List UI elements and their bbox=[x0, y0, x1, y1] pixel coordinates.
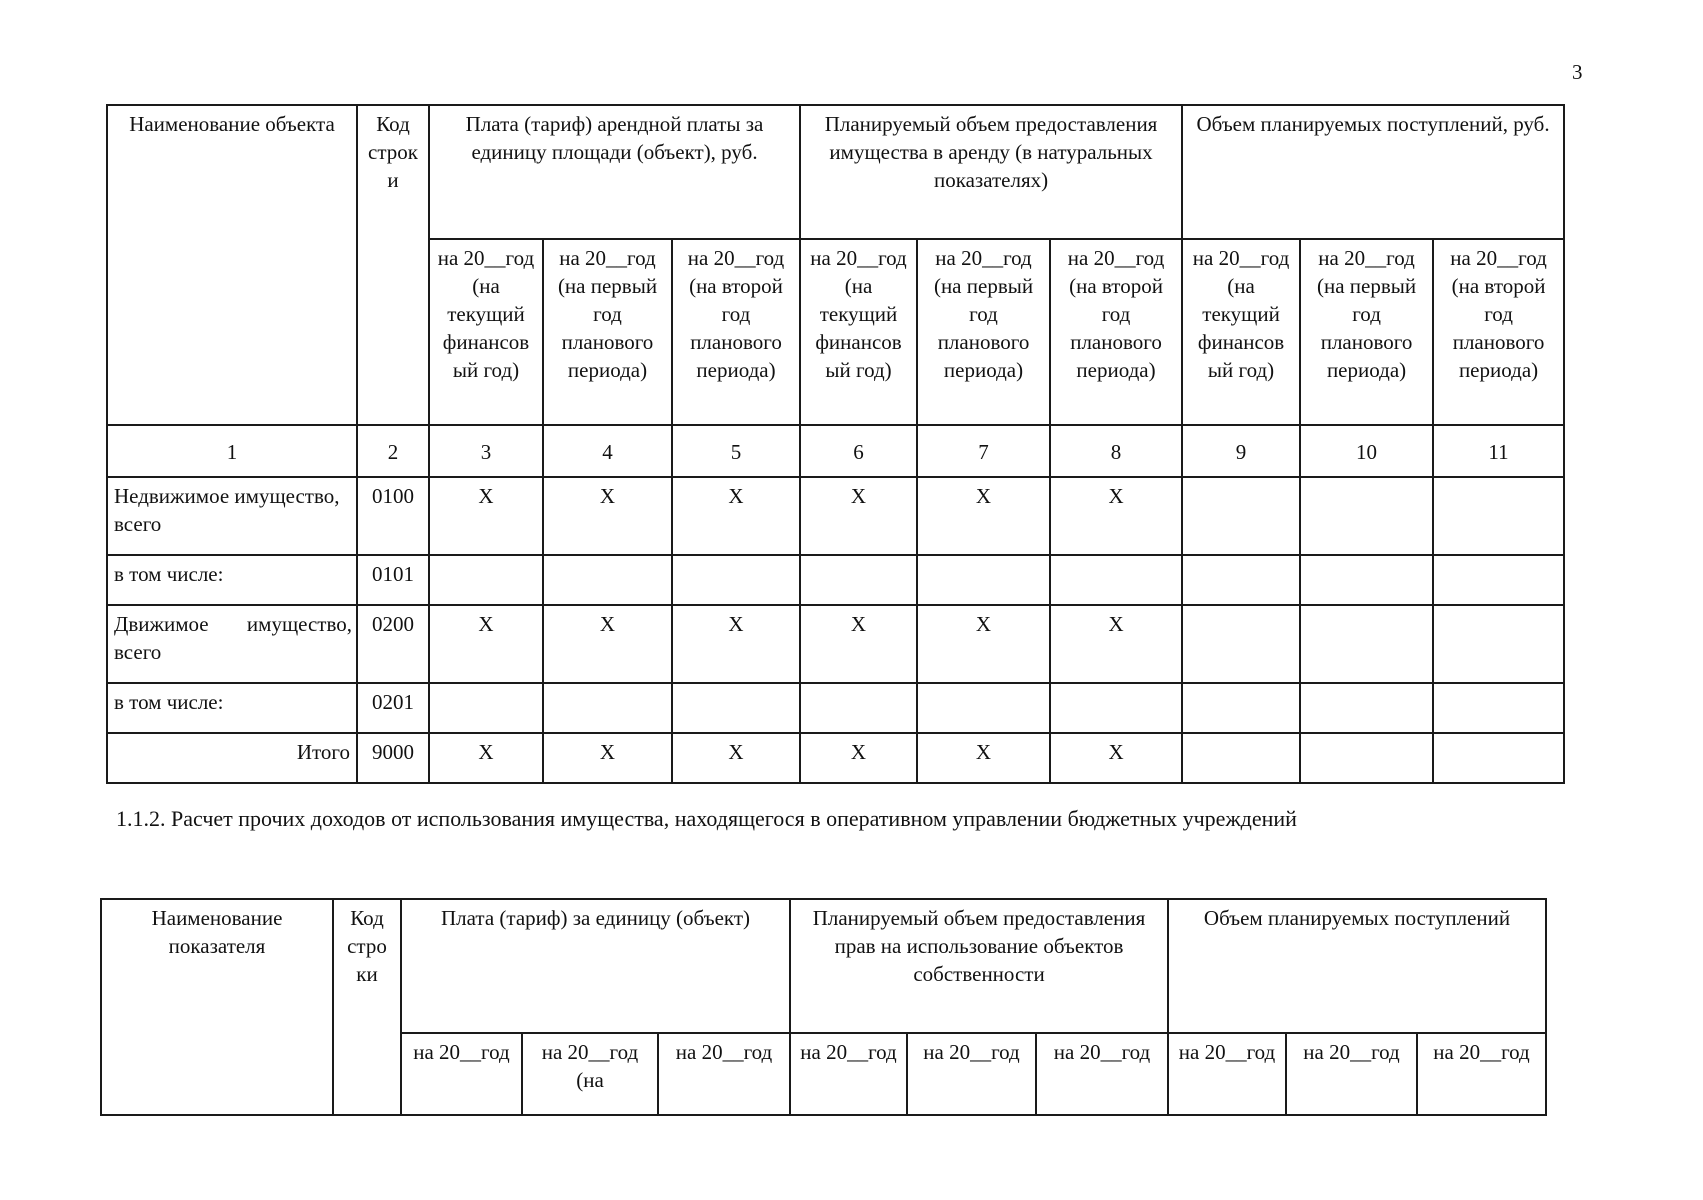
table-cell bbox=[1433, 683, 1564, 733]
column-number: 8 bbox=[1050, 425, 1182, 477]
column-number: 10 bbox=[1300, 425, 1433, 477]
row-code: 0201 bbox=[357, 683, 429, 733]
header-object-name: Наименование объекта bbox=[107, 105, 357, 425]
column-number: 9 bbox=[1182, 425, 1300, 477]
table-cell bbox=[672, 555, 800, 605]
column-number: 6 bbox=[800, 425, 917, 477]
table-cell: X bbox=[800, 477, 917, 555]
row-code: 0101 bbox=[357, 555, 429, 605]
subheader-cell: на 20__год (на bbox=[522, 1033, 658, 1115]
table-cell: X bbox=[800, 605, 917, 683]
subheader-cell: на 20__год (на второй год планового периода) bbox=[672, 239, 800, 425]
table-cell: X bbox=[800, 733, 917, 783]
table-cell: X bbox=[543, 733, 672, 783]
table-cell bbox=[1300, 555, 1433, 605]
table-cell bbox=[1300, 733, 1433, 783]
table-cell bbox=[543, 555, 672, 605]
header-unit-rate: Плата (тариф) за единицу (объект) bbox=[401, 899, 790, 1033]
header-planned-volume: Планируемый объем предоставления имущества в аренду (в натуральных показателях) bbox=[800, 105, 1182, 239]
table-cell bbox=[1182, 733, 1300, 783]
table-cell bbox=[1182, 683, 1300, 733]
table-cell bbox=[672, 683, 800, 733]
table-cell: X bbox=[543, 477, 672, 555]
subheader-cell: на 20__год bbox=[658, 1033, 790, 1115]
table-cell bbox=[429, 683, 543, 733]
subheader-cell: на 20__год bbox=[1168, 1033, 1286, 1115]
table-cell bbox=[1300, 605, 1433, 683]
table-cell: X bbox=[917, 477, 1050, 555]
table-cell bbox=[800, 555, 917, 605]
table-cell bbox=[1300, 477, 1433, 555]
table-row bbox=[107, 555, 1564, 605]
row-code: 0200 bbox=[357, 605, 429, 683]
row-name: Движимое имущество, всего bbox=[107, 605, 357, 683]
table-cell bbox=[543, 683, 672, 733]
subheader-cell: на 20__год (на текущий финансов ый год) bbox=[429, 239, 543, 425]
table-cell bbox=[1433, 733, 1564, 783]
row-name: Недвижимое имущество, всего bbox=[107, 477, 357, 555]
header-line-code: Код стро ки bbox=[333, 899, 401, 1115]
table-cell bbox=[1182, 555, 1300, 605]
section-title: 1.1.2. Расчет прочих доходов от использования имущества, находящегося в оперативном управлении бюджетных учреждений bbox=[116, 806, 1297, 831]
table-cell bbox=[1182, 477, 1300, 555]
header-line-code: Код строк и bbox=[357, 105, 429, 425]
row-name: в том числе: bbox=[107, 555, 357, 605]
table-row bbox=[107, 605, 1564, 683]
column-number: 7 bbox=[917, 425, 1050, 477]
table-cell: X bbox=[672, 477, 800, 555]
table-cell: X bbox=[672, 605, 800, 683]
subheader-cell: на 20__год bbox=[790, 1033, 907, 1115]
column-number: 2 bbox=[357, 425, 429, 477]
subheader-cell: на 20__год (на текущий финансов ый год) bbox=[1182, 239, 1300, 425]
table-cell: X bbox=[429, 477, 543, 555]
column-number: 3 bbox=[429, 425, 543, 477]
subheader-cell: на 20__год bbox=[1417, 1033, 1546, 1115]
table-cell: X bbox=[1050, 733, 1182, 783]
table-cell: X bbox=[543, 605, 672, 683]
table-cell bbox=[917, 555, 1050, 605]
column-number: 5 bbox=[672, 425, 800, 477]
table-cell bbox=[1182, 605, 1300, 683]
table-cell bbox=[917, 683, 1050, 733]
table-cell bbox=[1050, 555, 1182, 605]
table-cell: X bbox=[1050, 605, 1182, 683]
row-code: 9000 bbox=[357, 733, 429, 783]
table-cell bbox=[800, 683, 917, 733]
column-number: 11 bbox=[1433, 425, 1564, 477]
table-cell bbox=[1300, 683, 1433, 733]
subheader-cell: на 20__год bbox=[401, 1033, 522, 1115]
header-rent-rate: Плата (тариф) арендной платы за единицу площади (объект), руб. bbox=[429, 105, 800, 239]
table-cell: X bbox=[429, 733, 543, 783]
subheader-cell: на 20__год (на первый год планового периода) bbox=[1300, 239, 1433, 425]
subheader-cell: на 20__год (на второй год планового периода) bbox=[1433, 239, 1564, 425]
header-indicator-name: Наименование показателя bbox=[101, 899, 333, 1115]
total-row bbox=[107, 733, 1564, 783]
other-income-table bbox=[100, 898, 1547, 1116]
table-row bbox=[107, 683, 1564, 733]
table-row bbox=[107, 477, 1564, 555]
header-planned-income: Объем планируемых поступлений bbox=[1168, 899, 1546, 1033]
row-code: 0100 bbox=[357, 477, 429, 555]
column-number: 4 bbox=[543, 425, 672, 477]
table-cell: X bbox=[672, 733, 800, 783]
page-number: 3 bbox=[1572, 60, 1583, 84]
column-numbers-row bbox=[107, 425, 1564, 477]
column-number: 1 bbox=[107, 425, 357, 477]
table-cell bbox=[1433, 605, 1564, 683]
header-planned-rights-volume: Планируемый объем предоставления прав на использование объектов собственности bbox=[790, 899, 1168, 1033]
table-cell bbox=[429, 555, 543, 605]
table-cell bbox=[1050, 683, 1182, 733]
subheader-cell: на 20__год bbox=[1286, 1033, 1417, 1115]
subheader-cell: на 20__год bbox=[1036, 1033, 1168, 1115]
header-planned-income: Объем планируемых поступлений, руб. bbox=[1182, 105, 1564, 239]
table-cell: X bbox=[1050, 477, 1182, 555]
table-cell: X bbox=[429, 605, 543, 683]
subheader-cell: на 20__год bbox=[907, 1033, 1036, 1115]
subheader-cell: на 20__год (на второй год планового периода) bbox=[1050, 239, 1182, 425]
subheader-cell: на 20__год (на текущий финансов ый год) bbox=[800, 239, 917, 425]
table-cell bbox=[1433, 555, 1564, 605]
subheader-cell: на 20__год (на первый год планового периода) bbox=[543, 239, 672, 425]
row-name: в том числе: bbox=[107, 683, 357, 733]
table-cell: X bbox=[917, 605, 1050, 683]
rent-income-table bbox=[106, 104, 1565, 784]
subheader-cell: на 20__год (на первый год планового периода) bbox=[917, 239, 1050, 425]
table-cell: X bbox=[917, 733, 1050, 783]
table-cell bbox=[1433, 477, 1564, 555]
total-label: Итого bbox=[107, 733, 357, 783]
